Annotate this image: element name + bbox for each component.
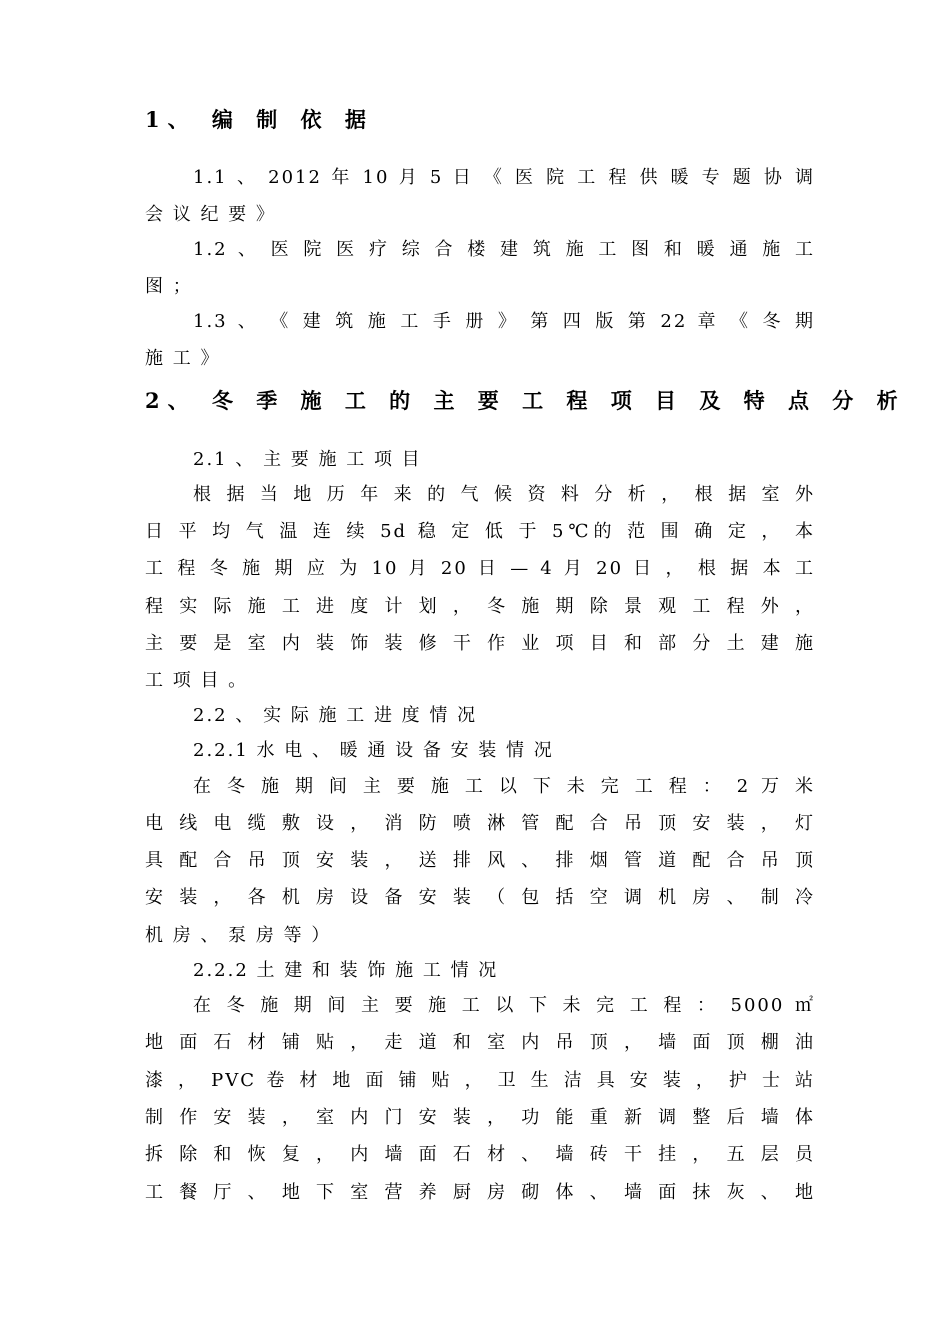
paragraph-line: 在 冬 施 期 间 主 要 施 工 以 下 未 完 工 程 ： 2 万 米 <box>193 776 815 797</box>
paragraph-line: 安 装 ， 各 机 房 设 备 安 装 （ 包 括 空 调 机 房 、 制 冷 <box>145 887 815 908</box>
paragraph-line: 根 据 当 地 历 年 来 的 气 候 资 料 分 析 ， 根 据 室 外 <box>193 484 815 505</box>
item-1-1-line-2: 会 议 纪 要 》 <box>145 204 276 225</box>
item-1-1-line-1: 1.1 、 2012 年 10 月 5 日 《 医 院 工 程 供 暖 专 题 协 调 <box>193 167 815 188</box>
paragraph-line: 制 作 安 装 ， 室 内 门 安 装 ， 功 能 重 新 调 整 后 墙 体 <box>145 1107 815 1128</box>
item-1-3-line-1: 1.3 、 《 建 筑 施 工 手 册 》 第 四 版 第 22 章 《 冬 期 <box>193 311 815 332</box>
item-1-3-line-2: 施 工 》 <box>145 348 221 369</box>
section-2-heading: 2、 冬 季 施 工 的 主 要 工 程 项 目 及 特 点 分 析 <box>145 388 906 413</box>
paragraph-line: 拆 除 和 恢 复 ， 内 墙 面 石 材 、 墙 砖 干 挂 ， 五 层 员 <box>145 1144 815 1165</box>
paragraph-line: 地 面 石 材 铺 贴 ， 走 道 和 室 内 吊 顶 ， 墙 面 顶 棚 油 <box>145 1032 815 1053</box>
paragraph-line: 具 配 合 吊 顶 安 装 ， 送 排 风 、 排 烟 管 道 配 合 吊 顶 <box>145 850 815 871</box>
paragraph-line: 机 房 、 泵 房 等 ） <box>145 925 332 946</box>
paragraph-line: 工 项 目 。 <box>145 670 249 691</box>
paragraph-line: 工 程 冬 施 期 应 为 10 月 20 日 — 4 月 20 日 ， 根 据 本 工 <box>145 558 815 579</box>
paragraph-line: 日 平 均 气 温 连 续 5d 稳 定 低 于 5℃的 范 围 确 定 ， 本 <box>145 521 815 542</box>
paragraph-line: 在 冬 施 期 间 主 要 施 工 以 下 未 完 工 程 ： 5000 ㎡ <box>193 995 815 1016</box>
paragraph-line: 主 要 是 室 内 装 饰 装 修 干 作 业 项 目 和 部 分 土 建 施 <box>145 633 815 654</box>
paragraph-line: 工 餐 厅 、 地 下 室 营 养 厨 房 砌 体 、 墙 面 抹 灰 、 地 <box>145 1182 815 1203</box>
item-1-2-line-1: 1.2 、 医 院 医 疗 综 合 楼 建 筑 施 工 图 和 暖 通 施 工 <box>193 239 815 260</box>
subsection-2-2-2-heading: 2.2.2 土 建 和 装 饰 施 工 情 况 <box>193 960 499 981</box>
item-1-2-line-2: 图 ； <box>145 276 193 297</box>
paragraph-line: 漆 ， PVC 卷 材 地 面 铺 贴 ， 卫 生 洁 具 安 装 ， 护 士 站 <box>145 1070 815 1091</box>
subsection-2-2-heading: 2.2 、 实 际 施 工 进 度 情 况 <box>193 705 478 726</box>
paragraph-line: 电 线 电 缆 敷 设 ， 消 防 喷 淋 管 配 合 吊 顶 安 装 ， 灯 <box>145 813 815 834</box>
section-1-heading: 1、 编 制 依 据 <box>145 107 374 132</box>
subsection-2-2-1-heading: 2.2.1 水 电 、 暖 通 设 备 安 装 情 况 <box>193 740 554 761</box>
subsection-2-1-heading: 2.1 、 主 要 施 工 项 目 <box>193 449 422 470</box>
paragraph-line: 程 实 际 施 工 进 度 计 划 ， 冬 施 期 除 景 观 工 程 外 ， <box>145 596 815 617</box>
